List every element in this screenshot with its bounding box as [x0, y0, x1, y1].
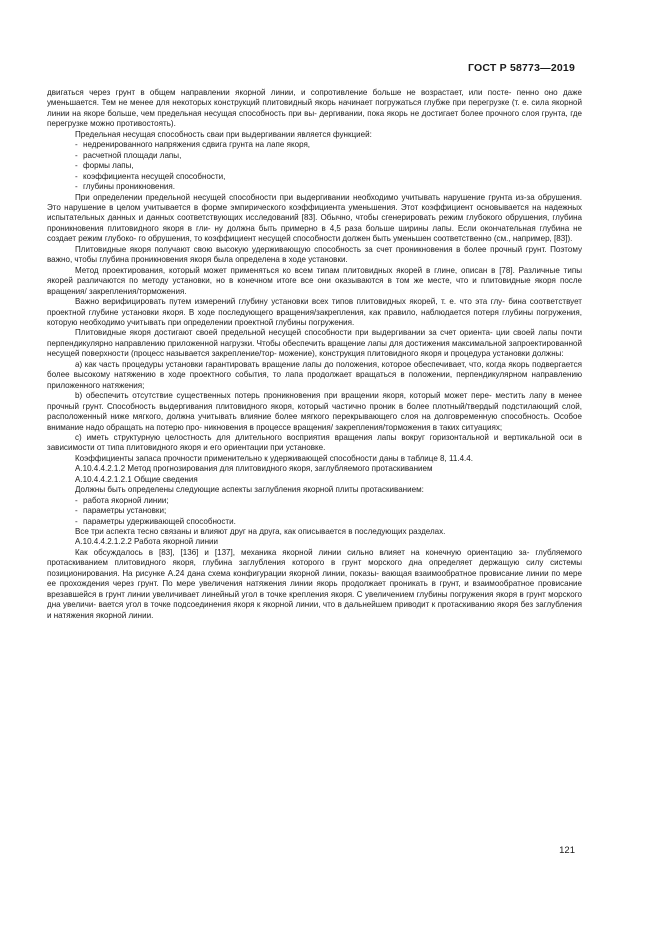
paragraph: А.10.4.4.2.1.2 Метод прогнозирования для плитовидного якоря, заглубляемого протаскиванием [75, 464, 433, 474]
paragraph: a) как часть процедуры установки гарантировать вращение лапы до положения, которое обеспечивает, что, когда якорь подвергается более высокому натяжению в ходе проектного события, то лапа продолжает вращаться в положении, перпендикулярном направлению приложенного натяжения; [47, 359, 582, 390]
list-dash: - [75, 495, 78, 505]
list-item-text: глубины проникновения. [83, 182, 176, 192]
paragraph: c) иметь структурную целостность для длительного восприятия вращения лапы вокруг горизонтальной и вертикальной оси в зависимости от типа плитовидного якоря и его ориентации при установке. [47, 432, 582, 453]
list-item [47, 140, 582, 150]
list-dash: - [75, 171, 78, 181]
list-item-text: недренированного напряжения сдвига грунта на лапе якоря, [83, 140, 311, 150]
list-item [47, 496, 582, 506]
paragraph: Плитовидные якоря достигают своей предельной несущей способности при выдергивании за счет ориента- ции своей лапы почти перпендикулярно направлению приложенной нагрузки. Чтобы обеспечить вращение лапы для достижения максимальной запроектированной несущей поверхности (процесс называется закрепление/тор- можение), конструкция плитовидного якоря и процедура установки должны: [47, 328, 582, 359]
list-dash: - [75, 516, 78, 526]
list-item [47, 151, 582, 161]
list-item-text: формы лапы, [83, 161, 134, 171]
list-dash: - [75, 182, 78, 192]
list-dash: - [75, 150, 78, 160]
paragraph: А.10.4.4.2.1.2.2 Работа якорной линии [75, 537, 219, 547]
paragraph: Все три аспекта тесно связаны и влияют друг на друга, как описывается в последующих разделах. [75, 527, 446, 537]
paragraph: Как обсуждалось в [83], [136] и [137], механика якорной линии сильно влияет на конечную ориентацию за- глубляемого протаскиванием плитовидного якоря, глубина заглубления которого в грунт морского дна определяет держащую силу системы позиционирования. На рисунке А.24 дана схема конфигурации якорной линии, показы- вающая взаимообратное провисание линии по мере ее прохождения через грунт. По мере увеличения натяжения линии якорь продолжает проникать в грунт, и взаимообратное провисание врезавшейся в грунт линии увеличивает линейный угол в точке крепления якоря. С увеличением глубины погружения якоря в грунт морского дна увеличи- вается угол в точке подсоединения якоря к якорной линии, что в дальнейшем приводит к протаскиванию якоря без заглубления и натяжения якорной линии. [47, 547, 582, 620]
document-body [47, 88, 582, 621]
paragraph: Коэффициенты запаса прочности применительно к удерживающей способности даны в таблице 8, 11.4.4. [75, 453, 473, 463]
list-item-text: параметры удерживающей способности. [83, 516, 236, 526]
paragraph: b) обеспечить отсутствие существенных потерь проникновения при вращении якоря, который может пере- местить лапу в менее прочный грунт. Способность выдергивания плитовидного якоря, который частично проник в более плотный/твердый подстилающий слой, расположенный ниже мягкого, должна учитывать влияние более мягкого перекрывающего слоя на долговременную способность. Особое внимание надо обращать на потерю про- никновения в процессе вращения/ закрепления/торможения в таких ситуациях; [47, 391, 582, 432]
paragraph: Важно верифицировать путем измерений глубину установки всех типов плитовидных якорей, т. е. что эта глу- бина соответствует проектной глубине установки якоря. В ходе последующего вращения/закрепления, как правило, наблюдается потеря глубины погружения, которую необходимо учитывать при определении проектной глубины погружения. [47, 297, 582, 327]
list-dash: - [75, 140, 78, 150]
paragraph: При определении предельной несущей способности при выдергивании необходимо учитывать нарушение грунта из-за обрушения. Это нарушение в целом учитывается в форме эмпирического коэффициента уменьшения. Этот коэффициент основывается на надежных испытательных данных и данных соответствующих исследований [83]. Обычно, чтобы сгенерировать режим глубокого обрушения, глубина проникновения плитовидного якоря в гли- ну должна быть примерно в 4,5 раза больше ширины лапы. Если окончательная глубина не создает режим глубоко- го обрушения, то коэффициент несущей способности должен быть уменьшен соответственно (см., например, [83]). [47, 192, 582, 244]
list-item-text: параметры установки; [83, 506, 167, 516]
list-item [47, 172, 582, 182]
paragraph: Плитовидные якоря получают свою высокую удерживающую способность за счет проникновения в более прочный грунт. Поэтому важно, чтобы глубина проникновения якоря была определена в ходе установки. [47, 244, 582, 265]
list-item [47, 161, 582, 171]
paragraph: А.10.4.4.2.1.2.1 Общие сведения [75, 474, 198, 484]
paragraph: Должны быть определены следующие аспекты заглубления якорной плиты протаскиванием: [75, 485, 424, 495]
list-dash: - [75, 161, 78, 171]
list-item-text: работа якорной линии; [83, 495, 169, 505]
page-number: 121 [559, 845, 575, 856]
paragraph: двигаться через грунт в общем направлении якорной линии, и сопротивление больше не возрастает, или посте- пенно оно даже уменьшается. Тем не менее для некоторых конструкций плитовидный якорь начинает погружаться глубже при перегрузке (т. е. сила якорной линии на якоре больше, чем предельная несущая способность при вы- дергивании, пока якорь не достигает более прочного слоя грунта, где перегрузке можно противостоять). [47, 88, 582, 129]
paragraph: Метод проектирования, который может применяться ко всем типам плитовидных якорей в глине, описан в [78]. Различные типы якорей различаются по методу установки, но в конечном итоге все они оказываются в том же месте, что и плитовидные якоря после вращения/ закрепления/торможения. [47, 265, 582, 296]
list-item [47, 182, 582, 192]
list-item-text: коэффициента несущей способности, [83, 171, 226, 181]
list-item [47, 517, 582, 527]
document-header: ГОСТ Р 58773—2019 [467, 62, 575, 74]
list-item [47, 506, 582, 516]
paragraph: Предельная несущая способность сваи при выдергивании является функцией: [75, 129, 372, 139]
list-item-text: расчетной площади лапы, [83, 150, 182, 160]
list-dash: - [75, 506, 78, 516]
